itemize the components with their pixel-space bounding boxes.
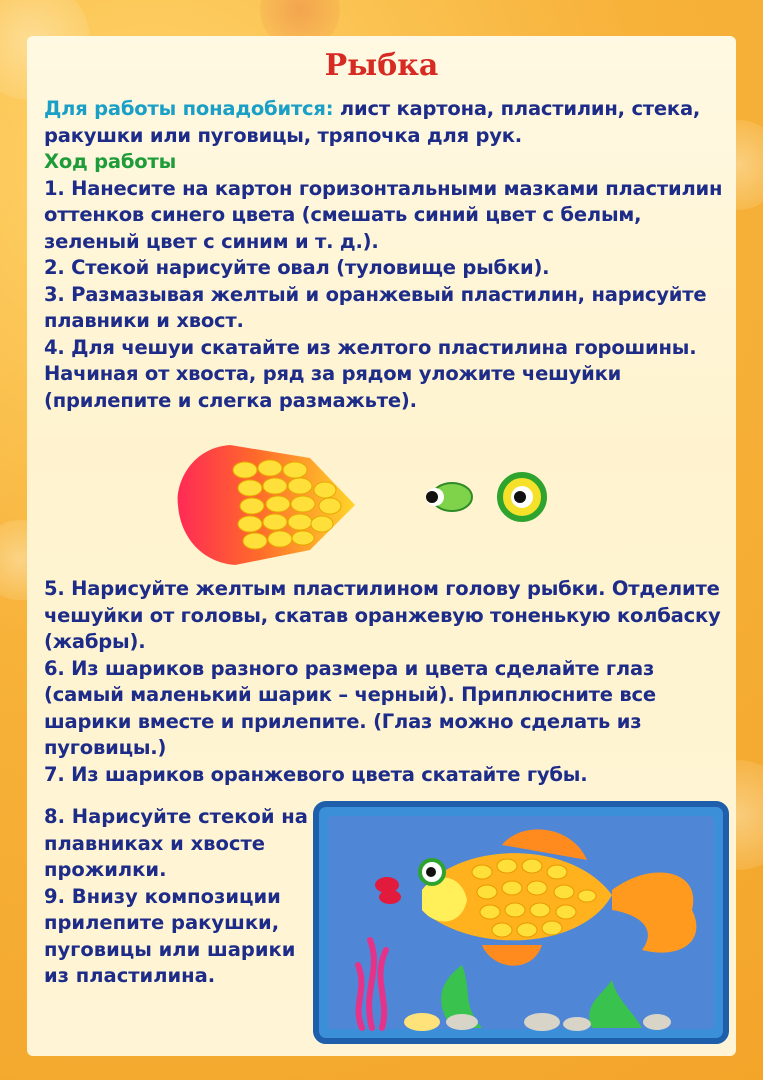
section-label: Ход работы (44, 150, 177, 173)
step-6: 6. Из шариков разного размера и цвета сделайте глаз (самый маленький шарик – черный). Приплюсните все шарики вместе и прилепите. (Глаз можно сделать из пуговицы.) (44, 656, 656, 759)
intro-text: лист картона, пластилин, стека, ракушки или пуговицы, тряпочка для рук. (44, 97, 701, 147)
fish-body-scales (178, 445, 355, 565)
intro-label: Для работы понадобится: (44, 97, 334, 120)
step-3: 3. Размазывая желтый и оранжевый пластилин, нарисуйте плавники и хвост. (44, 282, 707, 332)
middle-steps (44, 576, 734, 788)
step-8: 8. Нарисуйте стекой на плавниках и хвосте прожилки. (44, 805, 308, 881)
step-9: 9. Внизу композиции прилепите ракушки, пуговицы или шарики из пластилина. (44, 884, 296, 987)
step-1: 1. Нанесите на картон горизонтальными мазками пластилин оттенков синего цвета (смешать синий цвет с белым, зеленый цвет с синим и т. д.). (44, 176, 723, 253)
page-title: Рыбка (324, 48, 439, 83)
step-4: 4. Для чешуи скатайте из желтого пластилина горошины. Начиная от хвоста, ряд за рядом уложите чешуйки (прилепите и слегка размажьте). (44, 335, 697, 412)
bottom-steps (44, 804, 319, 990)
intro-block (44, 96, 734, 414)
step-2: 2. Стекой нарисуйте овал (туловище рыбки). (44, 256, 550, 279)
intro-paragraph (44, 96, 734, 149)
step-7: 7. Из шариков оранжевого цвета скатайте губы. (44, 762, 588, 786)
eye-balls (426, 475, 544, 519)
aquarium-illustration (312, 800, 730, 1045)
fish-body-illustration (170, 440, 590, 570)
step-5: 5. Нарисуйте желтым пластилином голову рыбки. Отделите чешуйки от головы, скатав оранжевую тоненькую колбаску (жабры). (44, 577, 721, 653)
